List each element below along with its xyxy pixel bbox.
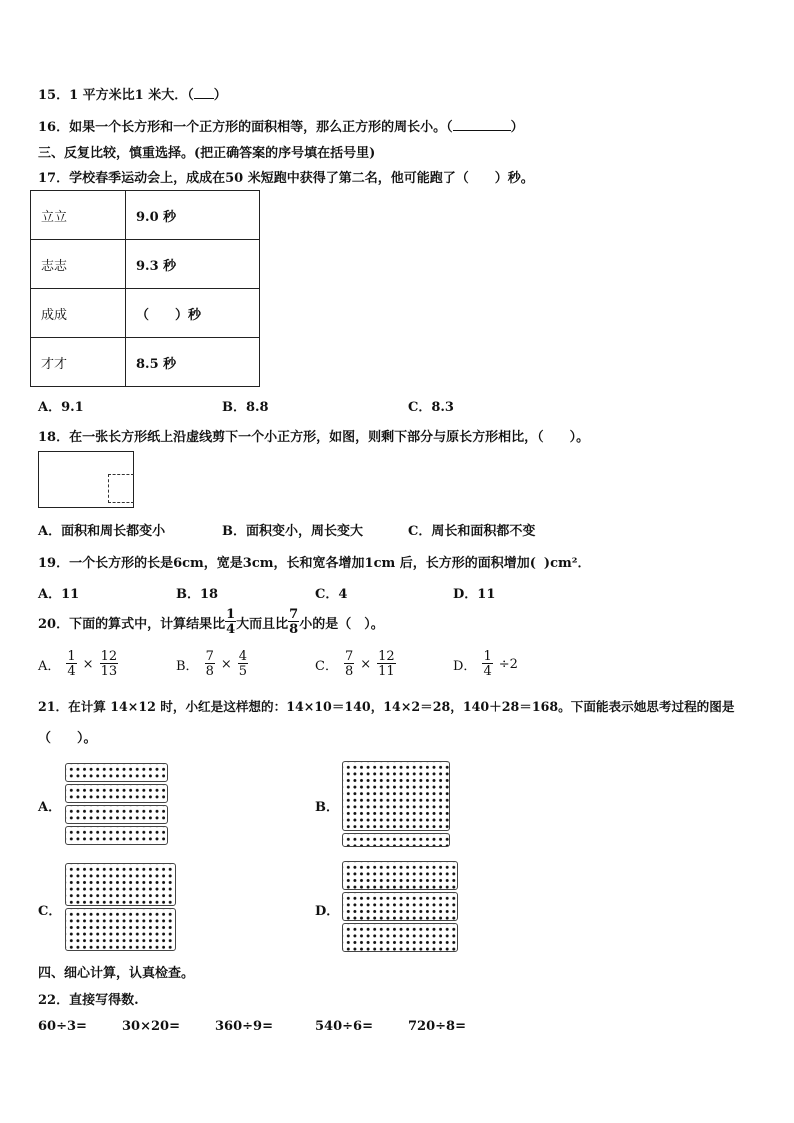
option-a[interactable]: A． (38, 800, 62, 815)
fraction: $\frac{7}{8}$ (205, 649, 214, 679)
question-21-text: 21．在计算 14×12 时，小红是这样想的：14×10＝140，14×2＝28，140＋28＝168。下面能表示她思考过程的图是 (38, 699, 735, 714)
option-c[interactable]: C．8.3 (408, 400, 454, 415)
table-row (31, 240, 260, 289)
table-row (31, 191, 260, 240)
calc-item: 60÷3= (38, 1019, 87, 1034)
operator: × (220, 656, 232, 672)
dot-grid-figure (342, 861, 458, 890)
name-cell: 才才 (31, 338, 126, 387)
option-b[interactable]: B． (315, 800, 339, 815)
question-19 (38, 552, 590, 571)
fraction: $\frac{12}{11}$ (378, 649, 395, 679)
question-21-text: （ ）。 (38, 731, 97, 746)
fraction: $\frac{7}{8}$ (289, 607, 299, 637)
option-b[interactable]: B．8.8 (222, 400, 269, 415)
fraction: $\frac{7}{8}$ (344, 649, 354, 679)
dot-grid-figure (342, 923, 458, 952)
question-20 (38, 608, 384, 636)
fraction: $\frac{1}{4}$ (67, 649, 76, 679)
option-b[interactable]: B．面积变小，周长变大 (222, 524, 363, 539)
option-c[interactable]: C．4 (315, 587, 348, 602)
option-b[interactable]: B．18 (176, 587, 219, 602)
question-19-unit: )cm²． (543, 556, 591, 571)
operator: ÷2 (498, 656, 518, 672)
question-16-text: 16．如果一个长方形和一个正方形的面积相等，那么正方形的周长小。（ (38, 120, 453, 135)
calc-item: 720÷8= (408, 1019, 466, 1034)
question-17-text: 17．学校春季运动会上，成成在50 米短跑中获得了第二名，他可能跑了（ ）秒。 (38, 171, 534, 186)
fraction: $\frac{4}{5}$ (238, 649, 248, 679)
table-row (31, 289, 260, 338)
answer-blank[interactable] (453, 119, 511, 131)
calc-item: 540÷6= (315, 1019, 373, 1034)
section-3-heading: 三、反复比较，慎重选择。(把正确答案的序号填在括号里) (38, 146, 376, 161)
time-cell: （ ）秒 (126, 289, 260, 338)
option-a[interactable]: A． $\frac{1}{4}$ × $\frac{12}{13}$ (38, 649, 118, 679)
race-time-table (30, 190, 260, 387)
dot-grid-figure (65, 863, 176, 906)
dot-grid-figure (342, 761, 450, 831)
question-16 (38, 116, 524, 135)
dot-grid-figure (342, 892, 458, 921)
dashed-square-cut (108, 474, 134, 503)
question-15 (38, 84, 227, 103)
question-19-text: 19．一个长方形的长是6cm，宽是3cm，长和宽各增加1cm 后，长方形的面积增加( (38, 556, 536, 571)
paper-rectangle-figure (38, 451, 134, 508)
fraction: $\frac{1}{4}$ (226, 607, 236, 637)
table-row (31, 338, 260, 387)
fraction: $\frac{12}{13}$ (100, 649, 118, 679)
dot-grid-figure (65, 805, 168, 824)
name-cell: 志志 (31, 240, 126, 289)
dot-grid-figure (65, 784, 168, 803)
time-cell: 8.5 秒 (126, 338, 260, 387)
question-15-close: ） (213, 88, 227, 103)
option-c[interactable]: C． (38, 904, 62, 919)
option-a[interactable]: A．11 (38, 587, 80, 602)
question-16-close: ） (510, 120, 524, 135)
dot-grid-figure (65, 763, 168, 782)
question-22-text: 22．直接写得数. (38, 993, 139, 1008)
dot-grid-figure (65, 908, 176, 951)
time-cell: 9.0 秒 (126, 191, 260, 240)
option-d[interactable]: D． (315, 904, 340, 919)
option-a[interactable]: A．面积和周长都变小 (38, 524, 166, 539)
name-cell: 立立 (31, 191, 126, 240)
option-b[interactable]: B． $\frac{7}{8}$ × $\frac{4}{5}$ (176, 649, 248, 679)
question-20-text: 小的是（ ）。 (299, 616, 384, 632)
question-20-text: 大而且比 (236, 616, 289, 632)
operator: × (360, 656, 372, 672)
time-cell: 9.3 秒 (126, 240, 260, 289)
question-20-text: 20．下面的算式中，计算结果比 (38, 616, 226, 632)
operator: × (82, 656, 94, 672)
option-a[interactable]: A．9.1 (38, 400, 84, 415)
question-18-text: 18．在一张长方形纸上沿虚线剪下一个小正方形，如图，则剩下部分与原长方形相比，（ ）。 (38, 430, 590, 445)
option-c[interactable]: C． $\frac{7}{8}$ × $\frac{12}{11}$ (315, 649, 395, 679)
name-cell: 成成 (31, 289, 126, 338)
fraction: $\frac{1}{4}$ (483, 649, 492, 679)
answer-blank[interactable] (194, 87, 214, 99)
question-15-text: 15．1 平方米比1 米大．（ (38, 88, 194, 103)
dot-grid-figure (65, 826, 168, 845)
calc-item: 360÷9= (215, 1019, 273, 1034)
option-d[interactable]: D． $\frac{1}{4}$ ÷2 (453, 649, 518, 679)
section-4-heading: 四、细心计算，认真检查。 (38, 966, 195, 981)
option-c[interactable]: C．周长和面积都不变 (408, 524, 536, 539)
calc-item: 30×20= (122, 1019, 180, 1034)
option-d[interactable]: D．11 (453, 587, 496, 602)
dot-grid-figure (342, 833, 450, 847)
